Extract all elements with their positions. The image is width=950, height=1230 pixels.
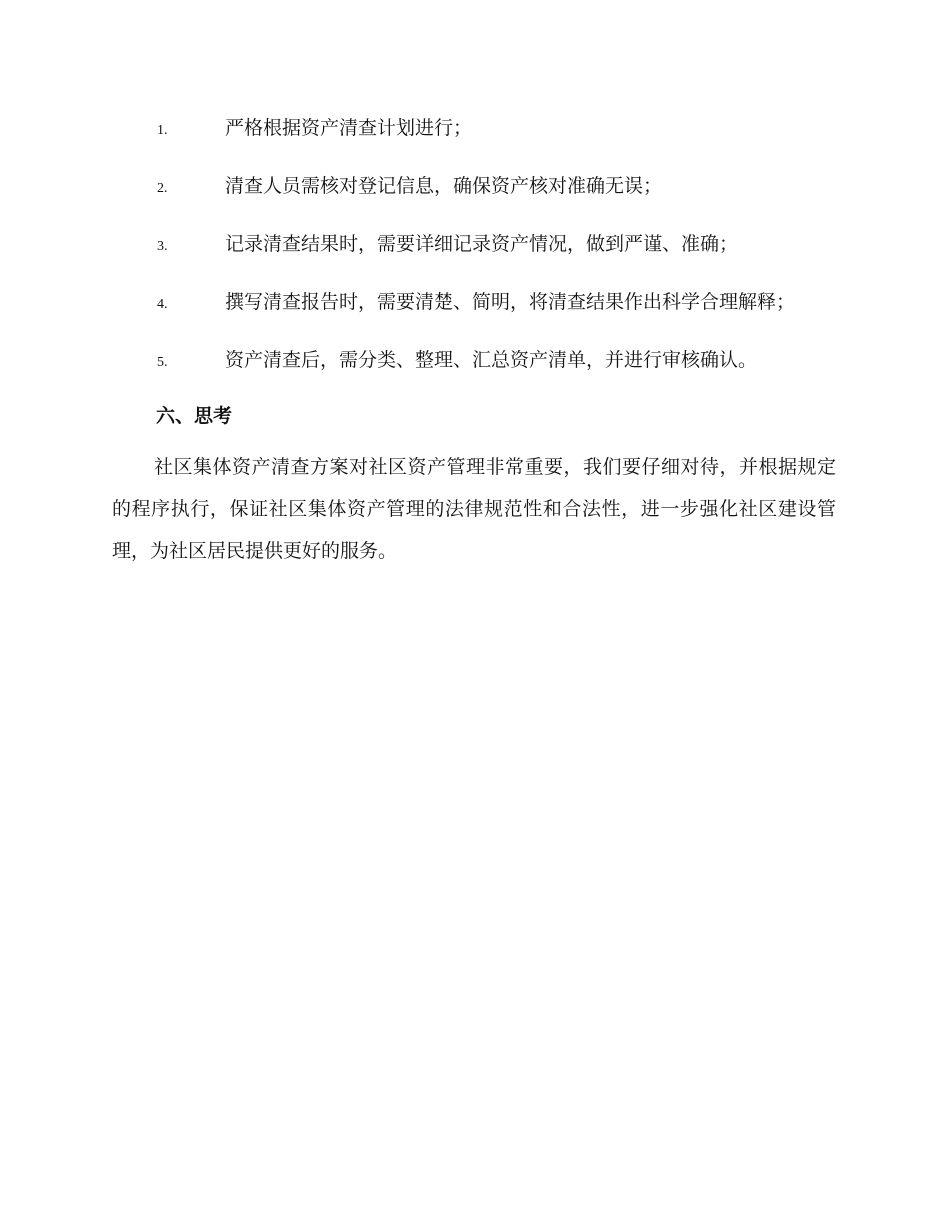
list-item — [112, 108, 836, 151]
document-content — [112, 108, 836, 572]
list-item — [112, 166, 836, 209]
list-item-number: 3. — [157, 239, 168, 254]
list-item-number: 1. — [157, 123, 168, 138]
list-item-text: 记录清查结果时，需要详细记录资产情况，做到严谨、准确； — [225, 233, 739, 255]
list-item-number: 2. — [157, 181, 168, 196]
list-item-text: 严格根据资产清查计划进行； — [225, 117, 473, 139]
list-item-text: 清查人员需核对登记信息，确保资产核对准确无误； — [225, 175, 663, 197]
section-paragraph: 社区集体资产清查方案对社区资产管理非常重要，我们要仔细对待，并根据规定的程序执行，保证社区集体资产管理的法律规范性和合法性，进一步强化社区建设管理，为社区居民提供更好的服务。 — [112, 456, 836, 562]
list-item — [112, 224, 836, 267]
list-item-number: 5. — [157, 355, 168, 370]
list-item-text: 资产清查后，需分类、整理、汇总资产清单，并进行审核确认。 — [225, 349, 758, 371]
list-item — [112, 340, 836, 383]
list-item-number: 4. — [157, 297, 168, 312]
section-heading: 六、思考 — [156, 405, 233, 427]
numbered-list — [112, 108, 836, 383]
list-item — [112, 282, 836, 325]
list-item-text: 撰写清查报告时，需要清楚、简明，将清查结果作出科学合理解释； — [225, 291, 796, 313]
